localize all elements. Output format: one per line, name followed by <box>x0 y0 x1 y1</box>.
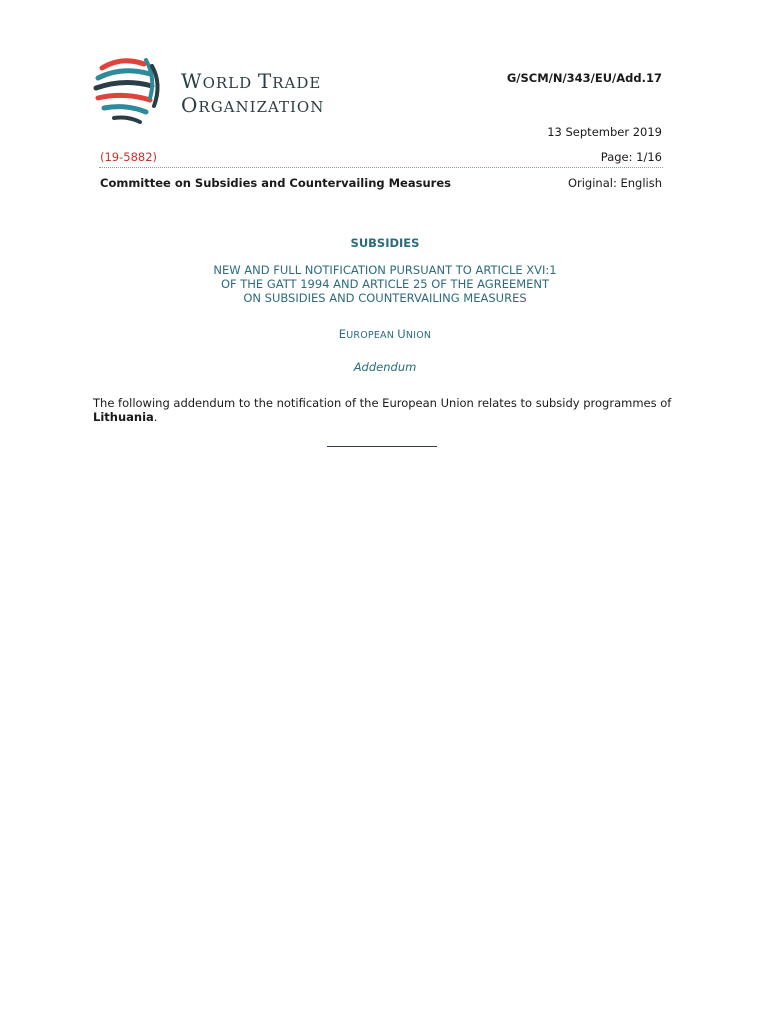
committee-name: Committee on Subsidies and Countervailing Measures <box>100 176 451 190</box>
notifying-member: EUROPEAN UNION <box>338 327 432 341</box>
document-subject: SUBSIDIES <box>350 236 420 250</box>
original-language: Original: English <box>567 176 662 190</box>
wto-logo-icon <box>92 58 172 130</box>
page-number: Page: 1/16 <box>600 150 662 164</box>
organization-name <box>181 70 324 118</box>
document-heading <box>0 263 770 305</box>
document-symbol: G/SCM/N/343/EU/Add.17 <box>506 71 662 85</box>
heading-line: OF THE GATT 1994 AND ARTICLE 25 OF THE AGREEMENT <box>220 277 550 291</box>
country-name: Lithuania <box>93 410 154 424</box>
organization-name-line2: ORGANIZATION <box>181 93 325 117</box>
document-number: (19-5882) <box>100 150 158 164</box>
heading-line: ON SUBSIDIES AND COUNTERVAILING MEASURES <box>243 291 527 305</box>
body-paragraph: The following addendum to the notification of the European Union relates to subsidy programmes of Lithuania. <box>93 396 672 424</box>
organization-name-line1: WORLD TRADE <box>181 69 322 93</box>
heading-line: NEW AND FULL NOTIFICATION PURSUANT TO ARTICLE XVI:1 <box>213 263 557 277</box>
header-divider <box>99 167 663 168</box>
wto-logo <box>92 58 340 130</box>
end-rule <box>327 446 437 447</box>
document-type: Addendum <box>353 360 417 374</box>
document-date: 13 September 2019 <box>547 125 662 139</box>
